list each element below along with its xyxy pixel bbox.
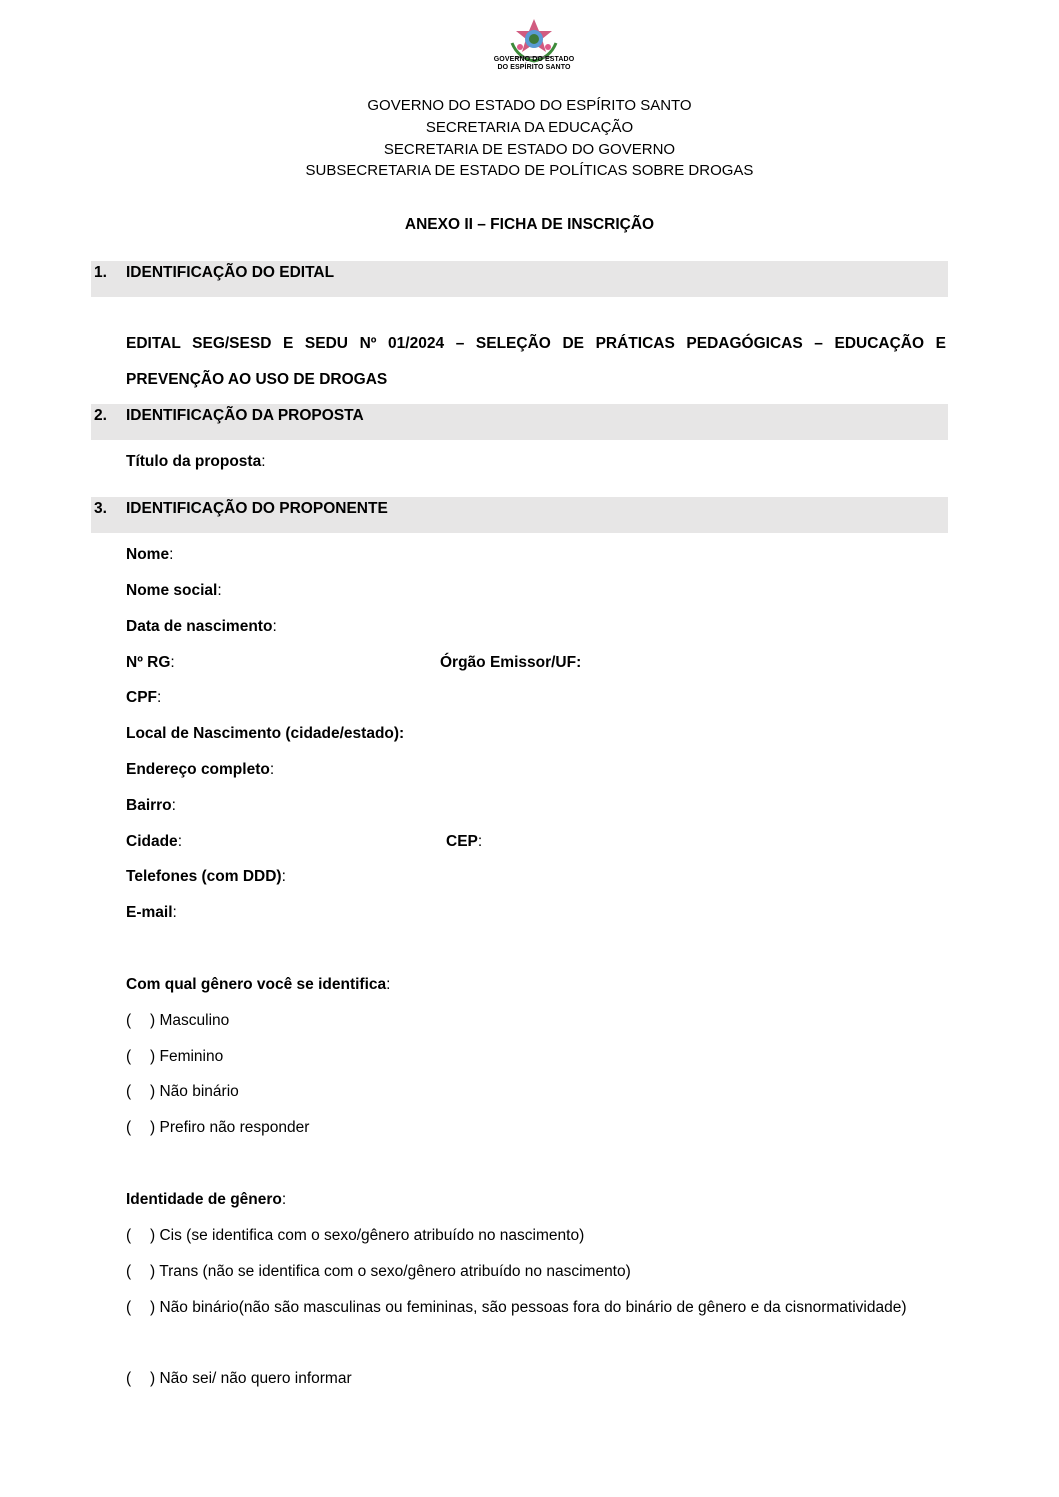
identity-question-label: Identidade de gênero: [126, 1191, 282, 1208]
checkbox-close: ): [150, 1263, 156, 1280]
checkbox-close: ): [150, 1012, 156, 1029]
edital-text: [126, 326, 946, 398]
field-telefones-label: Telefones (com DDD): [126, 868, 282, 885]
gender-option-label: Feminino: [159, 1048, 224, 1065]
section-2-title: IDENTIFICAÇÃO DA PROPOSTA: [126, 407, 364, 424]
gender-option-nao-binario[interactable]: [126, 1083, 239, 1101]
field-email[interactable]: [126, 904, 177, 922]
checkbox-open[interactable]: (: [126, 1263, 132, 1280]
field-titulo-proposta[interactable]: [126, 453, 266, 471]
field-rg[interactable]: [126, 654, 175, 672]
checkbox-open[interactable]: (: [126, 1048, 132, 1065]
checkbox-close: ): [150, 1370, 156, 1387]
identity-option-cis[interactable]: [126, 1227, 584, 1245]
checkbox-open[interactable]: (: [126, 1227, 132, 1244]
field-nome-social-label: Nome social: [126, 582, 218, 599]
field-orgao-emissor[interactable]: [440, 654, 581, 672]
field-bairro-label: Bairro: [126, 797, 172, 814]
checkbox-open[interactable]: (: [126, 1083, 132, 1100]
section-3-number: 3.: [94, 500, 107, 517]
gender-option-masculino[interactable]: [126, 1012, 229, 1030]
field-cidade-label: Cidade: [126, 833, 178, 850]
field-cidade[interactable]: [126, 833, 182, 851]
checkbox-open[interactable]: (: [126, 1370, 132, 1387]
field-colon: :: [172, 904, 177, 921]
field-colon: :: [171, 797, 176, 814]
section-1-number: 1.: [94, 264, 107, 281]
field-nome-label: Nome: [126, 546, 170, 563]
field-titulo-proposta-label: Título da proposta: [126, 453, 262, 470]
checkbox-open[interactable]: (: [126, 1119, 132, 1136]
field-endereco-label: Endereço completo: [126, 761, 270, 778]
field-colon: :: [281, 868, 286, 885]
checkbox-open[interactable]: (: [126, 1299, 132, 1316]
edital-line-2: PREVENÇÃO AO USO DE DROGAS: [126, 371, 388, 388]
identity-option-label: Trans (não se identifica com o sexo/gênero atribuído no nascimento): [159, 1263, 631, 1280]
field-colon: :: [177, 833, 182, 850]
field-colon: :: [477, 833, 483, 850]
identity-option-label: Cis (se identifica com o sexo/gênero atribuído no nascimento): [159, 1227, 585, 1244]
gender-option-label: Prefiro não responder: [159, 1119, 310, 1136]
field-rg-label: Nº RG: [126, 654, 171, 671]
gender-question: [126, 976, 390, 994]
field-local-nascimento[interactable]: [126, 725, 404, 743]
identity-question: [126, 1191, 286, 1209]
checkbox-close: ): [150, 1119, 156, 1136]
field-email-label: E-mail: [126, 904, 173, 921]
gender-option-feminino[interactable]: [126, 1048, 223, 1066]
field-colon: :: [272, 618, 277, 635]
section-3-bar: [91, 497, 948, 533]
field-colon: :: [386, 976, 391, 993]
field-endereco[interactable]: [126, 761, 274, 779]
field-orgao-emissor-label: Órgão Emissor/UF:: [440, 654, 582, 671]
field-colon: :: [157, 689, 162, 706]
identity-option-nao-sei[interactable]: [126, 1370, 352, 1388]
identity-option-trans[interactable]: [126, 1263, 631, 1281]
section-2-number: 2.: [94, 407, 107, 424]
field-cep-label: CEP: [446, 833, 478, 850]
logo-caption: [484, 56, 584, 72]
annex-title: ANEXO II – FICHA DE INSCRIÇÃO: [404, 216, 655, 233]
field-data-nascimento-label: Data de nascimento: [126, 618, 273, 635]
header-line-1: GOVERNO DO ESTADO DO ESPÍRITO SANTO: [367, 97, 692, 114]
checkbox-open[interactable]: (: [126, 1012, 132, 1029]
section-1-bar: [91, 261, 948, 297]
header-line-2: SECRETARIA DA EDUCAÇÃO: [425, 119, 634, 136]
checkbox-close: ): [150, 1048, 156, 1065]
field-colon: :: [261, 453, 266, 470]
section-2-bar: [91, 404, 948, 440]
field-nome-social[interactable]: [126, 582, 222, 600]
section-1-title: IDENTIFICAÇÃO DO EDITAL: [126, 264, 335, 281]
checkbox-close: ): [150, 1299, 156, 1316]
identity-option-label: Não sei/ não quero informar: [159, 1370, 352, 1387]
edital-line-1: EDITAL SEG/SESD E SEDU Nº 01/2024 – SELEÇÃO DE PRÁTICAS PEDAGÓGICAS – EDUCAÇÃO E: [126, 335, 946, 352]
checkbox-close: ): [150, 1083, 156, 1100]
identity-option-nao-binario[interactable]: [126, 1290, 946, 1326]
field-cpf-label: CPF: [126, 689, 157, 706]
field-cep[interactable]: [446, 833, 482, 851]
field-bairro[interactable]: [126, 797, 176, 815]
gender-option-prefiro-nao[interactable]: [126, 1119, 309, 1137]
header-line-4: SUBSECRETARIA DE ESTADO DE POLÍTICAS SOBRE DROGAS: [305, 162, 754, 179]
gender-option-label: Masculino: [159, 1012, 230, 1029]
checkbox-close: ): [150, 1227, 156, 1244]
field-nome[interactable]: [126, 546, 173, 564]
header-line-3: SECRETARIA DE ESTADO DO GOVERNO: [383, 141, 676, 158]
field-cpf[interactable]: [126, 689, 161, 707]
gender-option-label: Não binário: [159, 1083, 239, 1100]
field-colon: :: [281, 1191, 287, 1208]
field-data-nascimento[interactable]: [126, 618, 277, 636]
field-local-nascimento-label: Local de Nascimento (cidade/estado):: [126, 725, 405, 742]
field-colon: :: [169, 546, 174, 563]
field-colon: :: [269, 761, 275, 778]
logo-caption-line1: GOVERNO DO ESTADO: [493, 56, 575, 63]
gender-question-label: Com qual gênero você se identifica: [126, 976, 387, 993]
field-colon: :: [170, 654, 175, 671]
field-telefones[interactable]: [126, 868, 286, 886]
logo-caption-line2: DO ESPÍRITO SANTO: [497, 64, 571, 71]
field-colon: :: [217, 582, 222, 599]
identity-option-label: Não binário(não são masculinas ou femininas, são pessoas fora do binário de gênero e da cisnormatividade): [159, 1299, 907, 1316]
section-3-title: IDENTIFICAÇÃO DO PROPONENTE: [126, 500, 388, 517]
